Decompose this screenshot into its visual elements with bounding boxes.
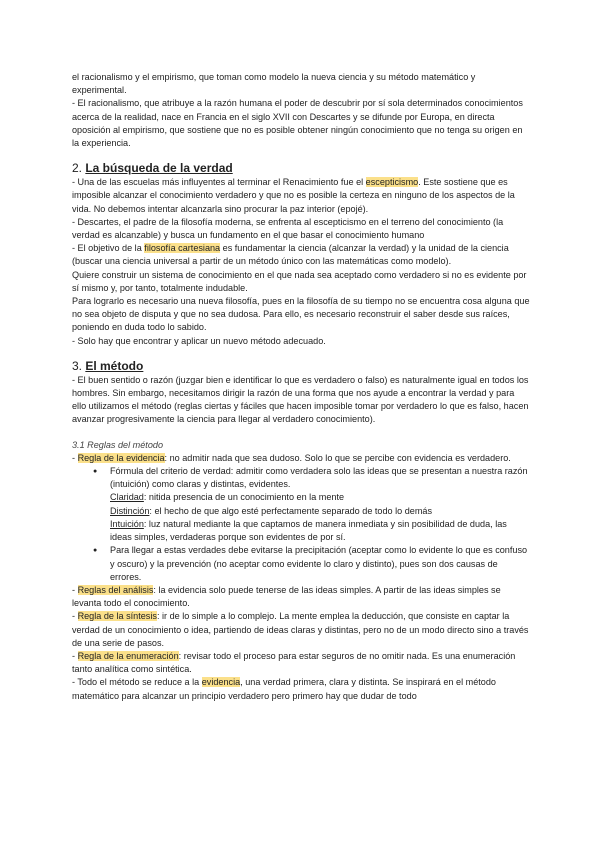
bullet-criterio-verdad: ● Fórmula del criterio de verdad: admitir como verdadera solo las ideas que se presentan a nuestra razón (intuición) como claras y distintas, evidentes. xyxy=(110,465,530,491)
highlight-regla-sintesis: Regla de la síntesis xyxy=(77,611,157,622)
section-2-number: 2. xyxy=(72,161,86,176)
intro-paragraph-2: - El racionalismo, que atribuye a la razón humana el poder de descubrir por sí sola determinados conocimientos acerca de la realidad, nace en Francia en el siglo XVII con Descartes y se difunde por Europa, en directa oposición al empirismo, que sostiene que no es posible obtener ningún conocimiento que no tenga su origen en la experiencia. xyxy=(72,98,523,149)
rule-1-text: : no admitir nada que sea dudoso. Solo lo que se percibe con evidencia es verdadero. xyxy=(164,452,511,463)
subsection-3-1-heading: 3.1 Reglas del método xyxy=(72,439,163,450)
term-distincion: Distinción xyxy=(110,505,150,516)
s2-paragraph-6: - Solo hay que encontrar y aplicar un nuevo método adecuado. xyxy=(72,335,326,346)
section-3-title: El método xyxy=(85,358,144,373)
rule-2-dash: - xyxy=(72,584,78,595)
s2-p3-text-a: - El objetivo de la xyxy=(72,243,145,254)
term-claridad: Claridad xyxy=(110,492,144,503)
s2-paragraph-3 xyxy=(72,242,530,268)
highlight-regla-evidencia: Regla de la evidencia xyxy=(77,452,165,463)
s2-p1-text-a: - Una de las escuelas más influyentes al terminar el Renacimiento fue el xyxy=(72,177,366,188)
document-body xyxy=(72,71,530,703)
section-2-heading xyxy=(72,160,530,176)
highlight-reglas-analisis: Reglas del análisis xyxy=(77,584,154,595)
s3-last-text-b: , una verdad primera, clara y distinta. Se inspirará en el método matemático para alcanzar un principio verdadero pero primero hay que dudar de todo xyxy=(72,677,496,701)
evidencia-bullet-list xyxy=(72,465,530,584)
rule-sintesis xyxy=(72,610,530,650)
s2-paragraph-4: Quiere construir un sistema de conocimiento en el que nada sea aceptado como verdadero si no es evidente por sí mismo y, por tanto, totalmente indudable. xyxy=(72,269,527,293)
rule-4-text: : revisar todo el proceso para estar seguros de no omitir nada. Es una enumeración tanto analítica como sintética. xyxy=(72,650,516,675)
s3-paragraph-1: - El buen sentido o razón (juzgar bien e identificar lo que es verdadero o falso) es naturalmente igual en todos los hombres. Sin embargo, necesitamos dirigir la razón de una forma que nos ayude a encontrar la verdad y para ello utilizamos el método (reglas ciertas y fáciles que hacen imposible tomar por verdadero lo que es falso, hacen avanzar progresivamente la ciencia para llegar al verdadero conocimiento). xyxy=(72,374,529,425)
s2-paragraph-5: Para lograrlo es necesario una nueva filosofía, pues en la filosofía de su tiempo no se encuentra cosa alguna que no sea objeto de disputa y que no sea dudosa. Para ello, es necesario reconstruir el saber desde sus raíces, poniendo en duda todo lo sabido. xyxy=(72,296,530,333)
s3-last-paragraph xyxy=(72,676,530,702)
def-distincion xyxy=(110,505,530,518)
def-distincion-text: : el hecho de que algo esté perfectamente separado de todo lo demás xyxy=(149,505,433,516)
intro-paragraph-1: el racionalismo y el empirismo, que toman como modelo la nueva ciencia y su método matemático y experimental. xyxy=(72,72,476,96)
section-3-heading xyxy=(72,358,530,374)
def-intuicion xyxy=(110,518,530,544)
rule-4-dash: - xyxy=(72,650,78,661)
s2-paragraph-1 xyxy=(72,176,530,216)
s2-p1-text-b: . Este sostiene que es imposible alcanzar el conocimiento verdadero y que no es posible la certeza en ninguno de los aspectos de la vida. No debemos intentar alcanzarla sino procurar la paz interior (epojé). xyxy=(72,177,515,214)
rule-enumeracion xyxy=(72,650,530,676)
highlight-evidencia: evidencia xyxy=(201,677,241,688)
rule-3-text: : ir de lo simple a lo complejo. La mente emplea la deducción, que consiste en captar la verdad de un conocimiento o idea, partiendo de ideas claras y distintas, pero no de un modo directo sino a través de una serie de pasos. xyxy=(72,611,529,648)
highlight-escepticismo: escepticismo xyxy=(365,177,419,188)
rule-evidencia xyxy=(72,452,530,465)
rule-2-text: : la evidencia solo puede tenerse de las ideas simples. A partir de las ideas simples se levanta todo el conocimiento. xyxy=(72,584,501,609)
term-intuicion: Intuición xyxy=(110,518,144,529)
rule-analisis xyxy=(72,584,530,610)
s2-p3-text-b: es fundamentar la ciencia (alcanzar la verdad) y la unidad de la ciencia (buscar una ciencia universal a partir de un método único con las matemáticas como modelo). xyxy=(72,243,509,267)
def-intuicion-text: : luz natural mediante la que captamos de manera inmediata y sin posibilidad de duda, las ideas simples, verdaderas porque son evidentes de por sí. xyxy=(110,518,507,543)
section-3-number: 3. xyxy=(72,358,86,373)
section-2-title: La búsqueda de la verdad xyxy=(85,161,233,176)
def-claridad xyxy=(110,491,530,504)
s2-paragraph-2: - Descartes, el padre de la filosofía moderna, se enfrenta al escepticismo en el terreno del conocimiento (la verdad es alcanzable) y busca un fundamento en el que basar el conocimiento humano xyxy=(72,216,504,241)
def-claridad-text: : nitida presencia de un conocimiento en la mente xyxy=(143,492,345,503)
highlight-regla-enumeracion: Regla de la enumeración xyxy=(77,650,179,661)
rule-1-dash: - xyxy=(72,452,78,463)
bullet-precipitacion: ● Para llegar a estas verdades debe evitarse la precipitación (aceptar como lo evidente lo que es confuso y oscuro) y la prevención (no aceptar como evidente lo claro y distinto), pues son dos causas de errores. xyxy=(110,544,530,584)
rule-3-dash: - xyxy=(72,611,78,622)
s3-last-text-a: - Todo el método se reduce a la xyxy=(72,677,202,688)
highlight-filosofia-cartesiana: filosofía cartesiana xyxy=(144,243,221,254)
